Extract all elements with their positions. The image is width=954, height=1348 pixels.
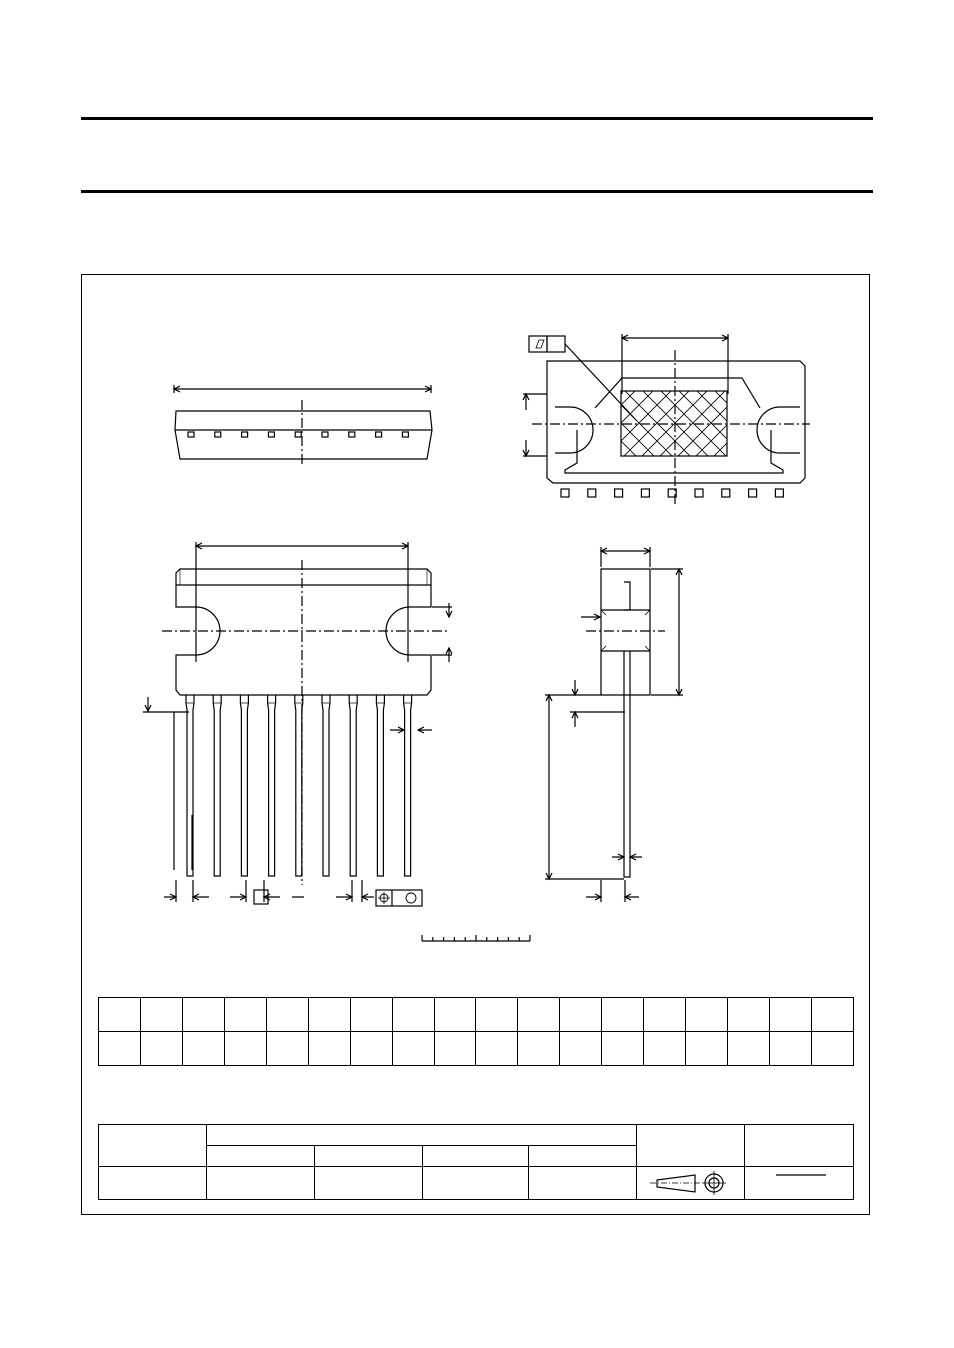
dimension-cell — [602, 998, 644, 1032]
dimension-cell — [140, 998, 182, 1032]
dimension-cell — [392, 1032, 434, 1066]
lead-stub — [775, 489, 783, 497]
issue-date-header-cell — [745, 1125, 854, 1167]
lead — [213, 695, 221, 876]
iec-value — [206, 1167, 314, 1200]
lead-stub — [376, 432, 382, 437]
left-mounting-slot — [555, 407, 593, 453]
dimension-cell — [770, 998, 812, 1032]
lead — [322, 695, 330, 876]
dimension-cell — [182, 1032, 224, 1066]
dimension-cell — [182, 998, 224, 1032]
lead — [268, 695, 276, 876]
projection-value — [637, 1167, 745, 1200]
dimensions-table — [98, 997, 854, 1066]
scale-bar — [422, 935, 530, 941]
references-header-cell — [206, 1125, 636, 1146]
plan-view — [523, 334, 810, 505]
dimension-cell — [224, 998, 266, 1032]
lead-stub — [749, 489, 757, 497]
dimension-cell — [728, 1032, 770, 1066]
dimension-cell — [770, 1032, 812, 1066]
body-outline — [176, 569, 431, 695]
dimension-cell — [644, 1032, 686, 1066]
dimension-cell — [728, 998, 770, 1032]
eiaj-value — [422, 1167, 529, 1200]
issue-date-value — [745, 1167, 854, 1200]
lead-stubs — [561, 489, 783, 497]
jedec-value — [314, 1167, 422, 1200]
dimension-cell — [811, 1032, 853, 1066]
lead-stub — [695, 489, 703, 497]
dimension-row — [99, 998, 854, 1032]
lead — [404, 695, 412, 876]
lead-stub — [322, 432, 328, 437]
dimension-cell — [266, 998, 308, 1032]
front-view — [143, 542, 452, 906]
dimension-cell — [308, 1032, 350, 1066]
dimension-cell — [476, 998, 518, 1032]
lead — [240, 695, 248, 876]
lead-stub — [188, 432, 194, 437]
flatness-icon — [536, 340, 544, 348]
lead-stub — [588, 489, 596, 497]
dimension-cell — [434, 998, 476, 1032]
blank-header-cell — [529, 1146, 637, 1167]
lead-stub — [242, 432, 248, 437]
top-view — [174, 385, 432, 465]
dimension-cell — [350, 998, 392, 1032]
lead-stubs — [188, 432, 408, 437]
blank-value — [529, 1167, 637, 1200]
dimension-cell — [644, 998, 686, 1032]
lead-stub — [615, 489, 623, 497]
outline-version-cell — [99, 1125, 207, 1167]
flatness-symbol-box — [529, 336, 547, 352]
lead — [186, 695, 194, 876]
projection-header-cell — [637, 1125, 745, 1167]
dimension-cell — [811, 998, 853, 1032]
dimension-cell — [602, 1032, 644, 1066]
eiaj-header-cell — [422, 1146, 529, 1167]
outline-version-value — [99, 1167, 207, 1200]
lead-stub — [295, 432, 301, 437]
dimension-cell — [99, 1032, 141, 1066]
lead — [349, 695, 357, 876]
lead-stub — [641, 489, 649, 497]
dimension-row — [99, 1032, 854, 1066]
dimension-cell — [140, 1032, 182, 1066]
lead-stub — [402, 432, 408, 437]
dimension-cell — [686, 998, 728, 1032]
dimension-cell — [99, 998, 141, 1032]
outline-version-table — [98, 1124, 854, 1200]
dimension-cell — [434, 1032, 476, 1066]
dimension-cell — [392, 998, 434, 1032]
lead-stub — [561, 489, 569, 497]
body-outline — [175, 411, 432, 459]
jedec-header-cell — [314, 1146, 422, 1167]
dimension-cell — [224, 1032, 266, 1066]
lead — [376, 695, 384, 876]
dimension-cell — [266, 1032, 308, 1066]
lead — [295, 695, 303, 876]
dimension-cell — [518, 998, 560, 1032]
leads — [174, 695, 412, 876]
dimension-cell — [350, 1032, 392, 1066]
dimension-cell — [686, 1032, 728, 1066]
body-profile — [601, 569, 650, 695]
iec-header-cell — [206, 1146, 314, 1167]
dimension-cell — [518, 1032, 560, 1066]
lead-profile — [624, 700, 630, 877]
lead-stub — [215, 432, 221, 437]
dimension-cell — [476, 1032, 518, 1066]
lead-stub — [349, 432, 355, 437]
dimension-cell — [308, 998, 350, 1032]
dimension-cell — [560, 1032, 602, 1066]
right-mounting-slot — [757, 407, 800, 453]
lead-stub — [268, 432, 274, 437]
dimension-cell — [560, 998, 602, 1032]
side-view — [545, 547, 683, 902]
lead-stub — [722, 489, 730, 497]
